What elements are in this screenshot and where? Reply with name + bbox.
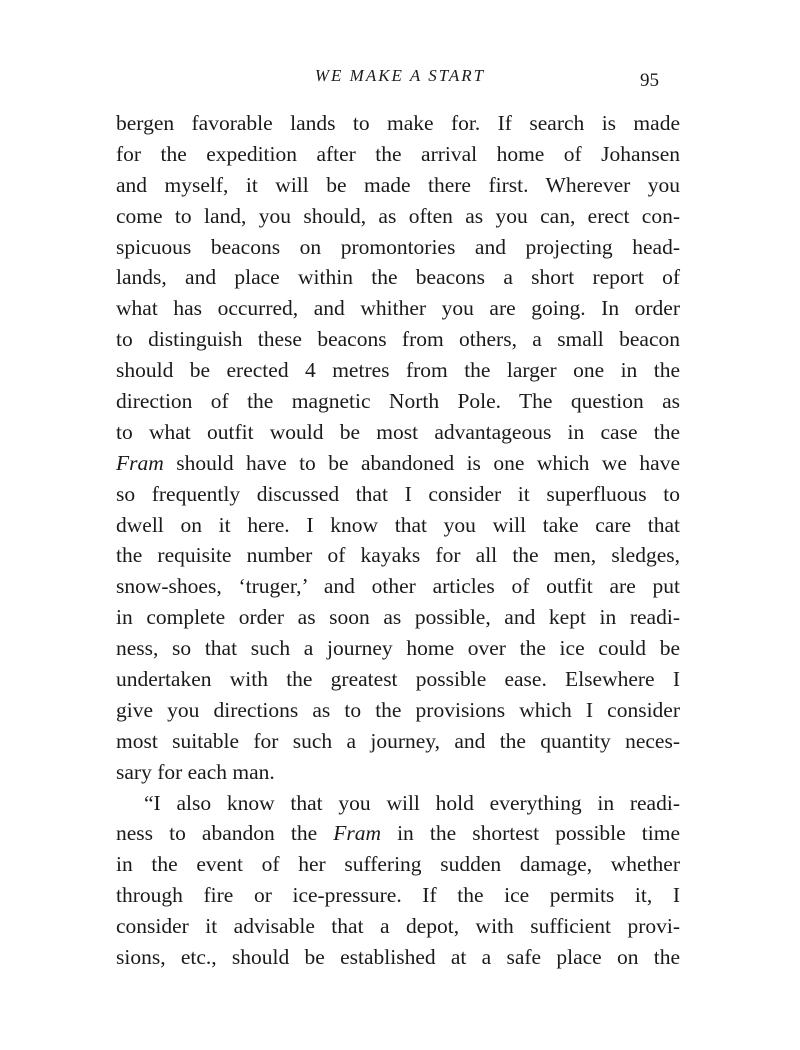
text-line: the requisite number of kayaks for all the men, sledges, (116, 543, 680, 568)
running-title: WE MAKE A START (314, 66, 486, 85)
text-line: spicuous beacons on promontories and projecting head- (116, 234, 680, 259)
page-number: 95 (640, 70, 659, 91)
text-line: dwell on it here. I know that you will take care that (116, 512, 680, 537)
text-line: sary for each man. (116, 759, 275, 784)
text-line (116, 818, 680, 849)
text-line: should be erected 4 metres from the larger one in the (116, 358, 680, 383)
ship-name-italic: Fram (333, 821, 381, 846)
text-line (116, 448, 680, 479)
text-line: to distinguish these beacons from others, a small beacon (116, 327, 680, 352)
text-line: direction of the magnetic North Pole. The question as (116, 389, 680, 414)
body-text (116, 108, 680, 973)
text-line: snow-shoes, ‘truger,’ and other articles of outfit are put (116, 574, 680, 599)
text-line-rest: should have to be abandoned is one which we have (163, 450, 680, 475)
text-line: sions, etc., should be established at a safe place on the (116, 945, 680, 970)
text-line: in the event of her suffering sudden damage, whether (116, 852, 680, 877)
text-line: lands, and place within the beacons a short report of (116, 265, 680, 290)
text-line: undertaken with the greatest possible ease. Elsewhere I (116, 667, 680, 692)
text-line: most suitable for such a journey, and the quantity neces- (116, 728, 680, 753)
text-line: bergen favorable lands to make for. If search is made (116, 111, 680, 135)
text-line: what has occurred, and whither you are going. In order (116, 296, 680, 321)
text-line: to what outfit would be most advantageous in case the (116, 419, 680, 444)
text-line: for the expedition after the arrival home of Johansen (116, 141, 680, 166)
ship-name-italic: Fram (116, 450, 164, 475)
text-line: “I also know that you will hold everything in readi- (144, 790, 680, 815)
text-line: so frequently discussed that I consider it superfluous to (116, 481, 680, 506)
text-line: consider it advisable that a depot, with sufficient provi- (116, 914, 680, 939)
text-line: and myself, it will be made there first. Wherever you (116, 172, 680, 197)
text-line: through fire or ice-pressure. If the ice permits it, I (116, 883, 680, 908)
text-line: in complete order as soon as possible, and kept in readi- (116, 605, 680, 630)
running-head (0, 62, 800, 92)
text-line-start: ness to abandon the (116, 821, 334, 846)
text-line: ness, so that such a journey home over the ice could be (116, 636, 680, 661)
text-line-rest: in the shortest possible time (381, 821, 681, 846)
text-line: give you directions as to the provisions which I consider (116, 697, 680, 722)
text-line: come to land, you should, as often as you can, erect con- (116, 203, 680, 228)
